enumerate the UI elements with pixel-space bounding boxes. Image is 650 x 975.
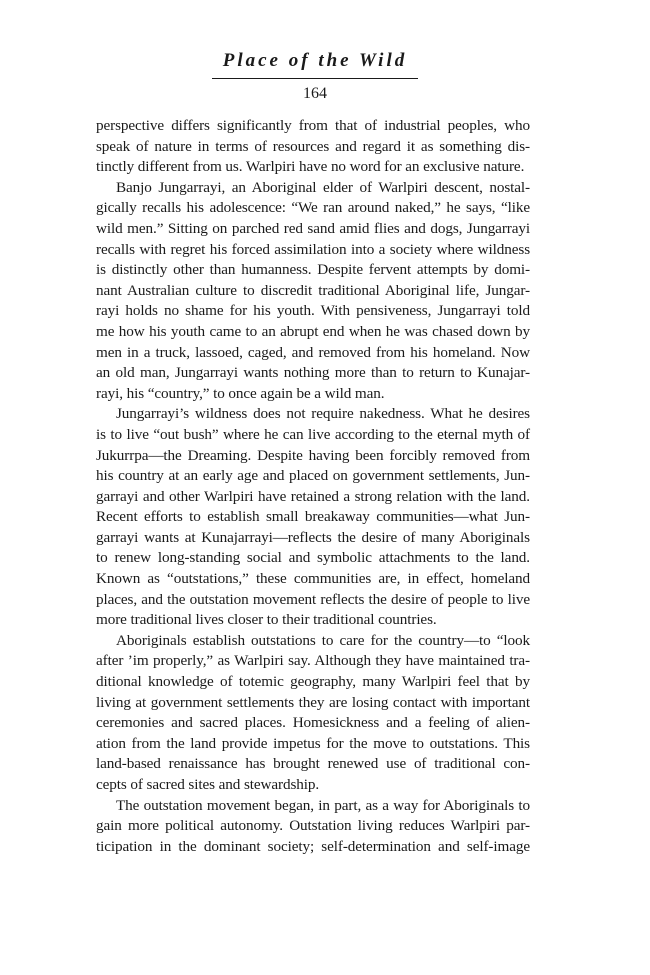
- text-line: gain more political autonomy. Outstation living reduces Warlpiri par-: [96, 817, 530, 835]
- text-line: his country at an early age and placed on government settlements, Jun-: [96, 467, 530, 485]
- text-line: rayi holds no shame for his youth. With pensiveness, Jungarrayi told: [96, 302, 530, 320]
- header-rule: [212, 78, 418, 79]
- text-line: living at government settlements they are losing contact with important: [96, 693, 530, 711]
- text-line: tinctly different from us. Warlpiri have no word for an exclusive nature.: [96, 158, 525, 176]
- paragraph: [96, 404, 530, 631]
- text-line: places, and the outstation movement reflects the desire of people to live: [96, 590, 530, 608]
- paragraph: [96, 116, 530, 178]
- text-line: nant Australian culture to discredit traditional Aboriginal life, Jungar-: [96, 281, 530, 299]
- text-line: Recent efforts to establish small breakaway communities—what Jun-: [96, 508, 530, 526]
- text-line: after ’im properly,” as Warlpiri say. Although they have maintained tra-: [96, 652, 530, 670]
- text-line: gically recalls his adolescence: “We ran around naked,” he says, “like: [96, 199, 530, 217]
- text-line: garrayi wants at Kunajarrayi—reflects the desire of many Aboriginals: [96, 528, 530, 546]
- text-line: wild men.” Sitting on parched red sand amid flies and dogs, Jungarrayi: [96, 219, 530, 237]
- text-line: to renew long-standing social and symbolic attachments to the land.: [96, 549, 530, 567]
- text-line: land-based renaissance has brought renewed use of traditional con-: [96, 755, 530, 773]
- text-line: The outstation movement began, in part, as a way for Aboriginals to: [116, 796, 530, 814]
- body-text: [96, 116, 530, 857]
- text-line: ceremonies and sacred places. Homesickness and a feeling of alien-: [96, 714, 530, 732]
- text-line: Aboriginals establish outstations to care for the country—to “look: [116, 631, 530, 649]
- paragraph: [96, 178, 530, 405]
- text-line: an old man, Jungarrayi wants nothing more than to return to Kunajar-: [96, 364, 530, 382]
- page-number: 164: [303, 85, 327, 102]
- text-line: ation from the land provide impetus for the move to outstations. This: [96, 734, 530, 752]
- text-line: ditional knowledge of totemic geography, many Warlpiri feel that by: [96, 673, 530, 691]
- text-line: is distinctly other than humanness. Despite fervent attempts by domi-: [96, 261, 530, 279]
- text-line: Jukurrpa—the Dreaming. Despite having been forcibly removed from: [96, 446, 530, 464]
- running-head: Place of the Wild: [222, 50, 408, 71]
- text-line: speak of nature in terms of resources and regard it as something dis-: [96, 137, 530, 155]
- text-line: perspective differs significantly from that of industrial peoples, who: [96, 117, 530, 134]
- text-line: Jungarrayi’s wildness does not require nakedness. What he desires: [116, 405, 530, 423]
- paragraph: [96, 631, 530, 796]
- text-line: men in a truck, lassoed, caged, and removed from his homeland. Now: [96, 343, 530, 361]
- text-line: garrayi and other Warlpiri have retained a strong relation with the land.: [96, 487, 530, 505]
- text-line: ticipation in the dominant society; self-determination and self-image: [96, 837, 530, 855]
- text-line: me how his youth came to an abrupt end when he was chased down by: [96, 322, 530, 340]
- text-line: more traditional lives closer to their traditional countries.: [96, 611, 437, 629]
- paragraph: [96, 796, 530, 858]
- text-line: Banjo Jungarrayi, an Aboriginal elder of Warlpiri descent, nostal-: [116, 178, 530, 196]
- text-line: cepts of sacred sites and stewardship.: [96, 776, 320, 793]
- text-line: is to live “out bush” where he can live according to the eternal myth of: [96, 425, 530, 443]
- text-line: recalls with regret his forced assimilation into a society where wildness: [96, 240, 530, 258]
- text-line: rayi, his “country,” to once again be a wild man.: [96, 384, 385, 402]
- text-line: Known as “outstations,” these communities are, in effect, homeland: [96, 570, 530, 588]
